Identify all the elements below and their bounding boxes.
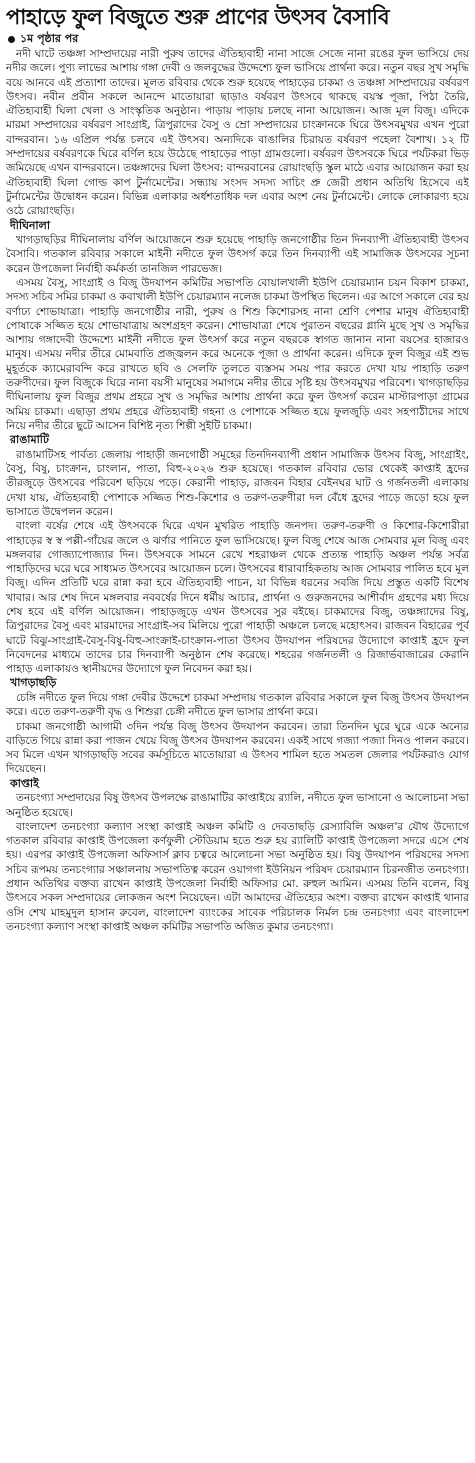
section-paragraph: বাংলাদেশ তনচংগ্যা কল্যাণ সংস্থা কাপ্তাই অঞ্চল কমিটি ও দেবতাছড়ি রেস্যাবিলি অঞ্চল'র যৌথ উদ্যোগে গতকাল রবিবার কাপ্তাই উপজেলা কর্ণফুলী স্টেডিয়াম হতে শুরু হয় র‍্যালিটি কাপ্তাই উপজেলা সদরে এসে শেষ হয়। এরপর কাপ্তাই উপজেলা অফিসার্স ক্লাব চত্বরে আলোচনা সভা অনুষ্ঠিত হয়। বিষু উদযাপন পরিষদের সদস্য সচিব রূপময় তনচংগ্যার সঞ্চালনায় সভাপতিত্ব করেন ওয়াগগা ইউনিয়ন পরিষদ চেয়ারম্যান চিরনজীত তনচংগ্যা। প্রধান অতিথির বক্তব্য রাখেন কাপ্তাই উপজেলা নির্বাহী অফিসার মো. রুহুল আমিন। এসময় তিনি বলেন, বিষু উৎসবে সকল সম্প্রদায়ের লোকজন অংশ নিয়েছেন। এটা আমাদের ঐতিহ্যের অংশ। বক্তব্য রাখেন কাপ্তাই থানার ওসি শেখ মাহমুদুল হাসান রুবেল, বাংলাদেশ ব্যাংকের সাবেক পরিচালক নির্মল চন্দ্র তনচংগ্যা এবং বাংলাদেশ তনচংগ্যা কল্যাণ সংস্থা কাপ্তাই অঞ্চল কমিটির সভাপতি অজিত কুমার তনচংগ্যা। bbox=[6, 820, 469, 933]
section-kaptai bbox=[6, 777, 469, 934]
section-heading: দীঘিনালা bbox=[10, 218, 51, 232]
headline: পাহাড়ে ফুল বিজুতে শুরু প্রাণের উৎসব বৈসাবি bbox=[6, 5, 390, 29]
section-heading: খাগড়াছড়ি bbox=[10, 676, 57, 690]
continued-from-label: ১ম পৃষ্ঠার পর bbox=[20, 32, 79, 45]
section-paragraph: রাঙামাটিসহ পার্বত্য জেলায় পাহাড়ী জনগোষ্ঠী সমূহের তিনদিনব্যাপী প্রধান সামাজিক উৎসব বিজু, সাংগ্রাইং, বৈসু, বিষু, চাংক্রান, চাংলান, পাতা, বিহু-২০২৬ শুরু হয়েছে। গতকাল রবিবার ভোর থেকেই কাপ্তাই হ্রদের তীরজুড়ে উৎসবের পরিবেশ ছড়িয়ে পড়ে। কেরানী পাহাড়, রাজবন বিহার বেইনঘর ঘাট ও গর্জনতলী এলাকায় দেখা যায়, ঐতিহ্যবাহী পোশাকে সজ্জিত শিশু-কিশোর ও তরুণ-তরুণীরা দল বেঁধে হ্রদের পাড়ে জড়ো হয়ে ফুল ভাসাতে উদ্বেপলন করেন। bbox=[6, 448, 469, 518]
news-article bbox=[6, 4, 469, 1455]
section-paragraph: বাংলা বর্ষের শেষে এই উৎসবকে ঘিরে এখন মুখরিত পাহাড়ি জনপদ। তরুণ-তরুণী ও কিশোর-কিশোরীরা পাহাড়ের স্ব স্ব পল্লী-গাঁয়ের জলে ও ঝর্ণার পানিতে ফুল ভাসিয়েছে। ফুল বিজু শেষে আজ সোমবার মূল বিজু এবং মঙ্গলবার গোজ্যাপোজ্যার দিন। উৎসবকে সামনে রেখে শহরাঞ্চল থেকে প্রত্যন্ত পাহাড়ি অঞ্চল পর্যন্ত সর্বত্র পাহাড়িদের ঘরে ঘরে সাধ্যমত উৎসবের আয়োজন চলে। উৎসবের ধারাবাহিকতায় আজ সোমবার পালিত হবে মূল বিজু। এদিন প্রতিটি ঘরে রান্না করা হবে ঐতিহ্যবাহী পাচন, যা বিভিন্ন ধরনের সবজি দিয়ে প্রস্তুত একটি বিশেষ খাবার। আর শেষ দিনে মঙ্গলবার নববর্ষের দিনে ধর্মীয় আচার, প্রার্থনা ও গুরুজনদের আশীর্বাদ গ্রহণের মধ্য দিয়ে শেষ হবে এই বর্ণিল আয়োজন। পাহাড়জুড়ে এখন উৎসবের সুর বইছে। চাকমাদের বিজু, তঞ্চঙ্গ্যাদের বিষু, ত্রিপুরাদের বৈসু এবং মারমাদের সাংগ্রাই-সব মিলিয়ে পুরো পাহাড়ী অঞ্চলে চলছে মহোৎসব। রাজবন বিহারের পূর্ব ঘাটে বিঝু-সাংগ্রাই-বৈসু-বিষু-বিহু-সাংক্রাই-চাংক্রান-পাতা উৎসব উদযাপন পরিষদের উদ্যোগে কাপ্তাই হ্রদে ফুল নিবেদনের মাধ্যমে তাদের চার দিনব্যাপী অনুষ্ঠান শেষ করেছে। শহরের গর্জনতলী ও রিজার্ভবাজারের কেরানি পাহাড় এলাকায়ও স্থানীয়দের উদ্যোগে ফুল নিবেদন করা হয়। bbox=[6, 520, 469, 676]
section-heading: রাঙামাটি bbox=[10, 433, 49, 447]
section-dighinala bbox=[6, 219, 469, 434]
section-heading: কাপ্তাই bbox=[10, 776, 39, 790]
intro-paragraph: নদী ঘাটে তঞ্চঙ্গা সাম্প্রদায়ের নারী পুরুষ তাদের ঐতিহ্যবাহী নানা সাজে সেজে নানা রঙের ফুল ভাসিয়ে দেয় নদীর জলে। পুণ্য লাভের আশায় গঙ্গা দেবী ও জলবুদ্ধের উদ্দেশ্যে ফুল ভাসিয়ে প্রার্থনা করে। নতুন বছর সুখ সমৃদ্ধি বয়ে আনবে এই প্রত্যাশা তাদের। মূলত রবিবার থেকে শুরু হয়েছে পাহাড়ের চাকমা ও তঞ্চঙ্গা সাম্প্রদায়ের বর্ষবরণ উৎসব। নবীন প্রবীন সকলে আনন্দে মাতোয়ারা ছাড়াও বর্ষবরণ উৎসবে থাকছে বয়স্ক পূজা, পিঠা তৈরি, ঐতিহ্যবাহী ঘিলা খেলা ও সাংস্কৃতিক অনুষ্ঠান। পাড়ায় পাড়ায় চলছে নানা আয়োজন। আজ মূল বিজু। এদিকে মারমা সম্প্রদায়ের বর্ষবরণ সাংগ্রাই, ত্রিপুরাদের বৈসু ও ম্রো সম্প্রদায়ের চাংক্রানকে ঘিরে উৎসবমুখর এখন পুরো বান্দরবান। ১৬ এপ্রিল পর্যন্ত চলবে এই উৎসব। অন্যদিকে বাঙালির চিরায়ত বর্ষবরণ পহেলা বৈশাখ। ১২ টি সম্প্রদায়ের বর্ষবরণকে ঘিরে বর্ণিল হয়ে উঠেছে পাহাড়ের পাড়া গ্রামগুলো। বর্ষবরণ উৎসবকে ঘিরে পর্যটকরা ভিড় জমিয়েছে এখন বান্দরবানে। তঞ্চঙ্গাদের ঘিলা উৎসব: বান্দরবানের রোয়াংছড়ি স্কুল মাঠে এবার আয়োজন করা হয় ঐতিহ্যবাহী ঘিলা গোল্ড কাপ টুর্নামেন্টের। সন্ধ্যায় সংসদ সদস্য সাচিং প্রু জেরী প্রধান অতিথি হিসেবে এই টুর্নামেন্টের উদ্বোধন করেন। বিভিন্ন এলাকার অর্ধশতাধিক দল এবার অংশ নেয় টুর্নামেন্টে। লোকে লোকারণ্য হয়ে ওঠে রোয়াংছড়ি। bbox=[6, 48, 469, 218]
section-paragraph: খাগড়াছড়ির দীঘিনালায় বর্ণিল আয়োজনে শুরু হয়েছে পাহাড়ি জনগোষ্ঠীর তিন দিনব্যাপী ঐতিহ্যবাহী উৎসব বৈসাবি। গতকাল রবিবার সকালে মাইনী নদীতে ফুল উৎসর্গ করে তিন দিনব্যাপী এই সামাজিক উৎসবের সূচনা করেন উপজেলা নির্বাহী কর্মকর্তা তানজিল পারভেজ। bbox=[6, 234, 469, 275]
section-paragraph: চাকমা জনগোষ্ঠী আগামী ৩দিন পর্যন্ত বিজু উৎসব উদযাপন করবেন। তারা তিনদিন ঘুরে ঘুরে একে অন্যের বাড়িতে গিয়ে রান্না করা পাজন খেয়ে বিজু উৎসব উদযাপন করবেন। একই সাথে গজ্যা পজ্যা দিনও পালন করবে। সব মিলে এখন খাগড়াছড়ি সবের কর্মসূচিতে মাতোয়ারা এ উৎসব শামিল হতে সমতল জেলার পর্যটকরাও যোগ দিয়েছেন। bbox=[6, 720, 469, 776]
continued-from-line bbox=[8, 32, 469, 46]
section-paragraph: চেঙ্গি নদীতে ফুল দিয়ে গঙ্গা দেবীর উদ্দেশে চাকমা সম্প্রদায় গতকাল রবিবার সকালে ফুল বিজু উৎসব উদযাপন করে। এতে তরুণ-তরুণী বৃদ্ধ ও শিশুরা চেঙ্গী নদীতে ফুল ভাসার প্রার্থনা করে। bbox=[6, 691, 469, 719]
section-khagrachari bbox=[6, 676, 469, 776]
bullet-icon bbox=[8, 36, 15, 43]
section-paragraph: এসময় বৈসু, সাংগ্রাই ও বিজু উদযাপন কমিটির সভাপতি বোয়ালখালী ইউপি চেয়ারম্যান চয়ন বিকাশ চাকমা, সদস্য সচিব সমির চাকমা ও কবাখালী ইউপি চেয়ারম্যান নলেজ চাকমা উপস্থিত ছিলেন। এর আগে সকালে বের হয় বর্ণাঢ্য শোভাযাত্রা। পাহাড়ি জনগোষ্ঠীর নারী, পুরুষ ও শিশু কিশোরসহ নানা শ্রেণি পেশার মানুষ ঐতিহ্যবাহী পোষাকে সজ্জিত হয়ে শোভাযাত্রায় অংশগ্রহণ করেন। শোভাযাত্রা শেষে পুরাতন বছরের গ্লানি মুছে সুখ ও সমৃদ্ধির আশায় গঙ্গাদেবী উদ্দেশ্যে মাইনী নদীতে ফুল উৎসর্গ করে নতুন বছরকে স্বাগত জানান নানা বয়সের হাজারও মানুষ। এসময় নদীর তীরে মোমবাতি প্রজ্জ্বলন করে অনেকে পূজা ও প্রার্থনা করেন। এদিকে ফুল বিজুর এই শুভ মুহূর্তকে ক্যামেরাবন্দি করে রাখতে ছবি ও সেলফি তুলতে ব্যস্তসম সময় পার করতে দেখা যায় পাহাড়ি তরুণ তরুণীদের। ফুল বিজুকে ঘিরে নানা বয়সী মানুষের সমাগমে নদীর তীরে সৃষ্টি হয় উৎসবমুখর পরিবেশ। খাগড়াছড়ির দীঘিনালায় ফুল বিজুর প্রথম প্রহরে সুখ ও সমৃদ্ধির আশায় প্রার্থনা করে ফুল উৎসর্গ করেন মাস্টারপাড়া গ্রামের অমিয় চাকমা। এছাড়া প্রথম প্রহরে ঐতিহ্যবাহী গহনা ও পোশাকে সজ্জিত হয়ে ফুলজুড়ি এবং সহপাঠীদের সাথে নিয়ে নদীর তীরে ছুটে আসেন বিশিষ্ট নৃত্য শিল্পী সুইটি চাকমা। bbox=[6, 276, 469, 432]
section-rangamati bbox=[6, 433, 469, 676]
section-paragraph: তনচংগ্যা সম্প্রদায়ের বিষু উৎসব উপলক্ষে রাঙামাটির কাপ্তাইয়ে র‍্যালি, নদীতে ফুল ভাসানো ও আলোচনা সভা অনুষ্ঠিত হয়েছে। bbox=[6, 792, 469, 819]
